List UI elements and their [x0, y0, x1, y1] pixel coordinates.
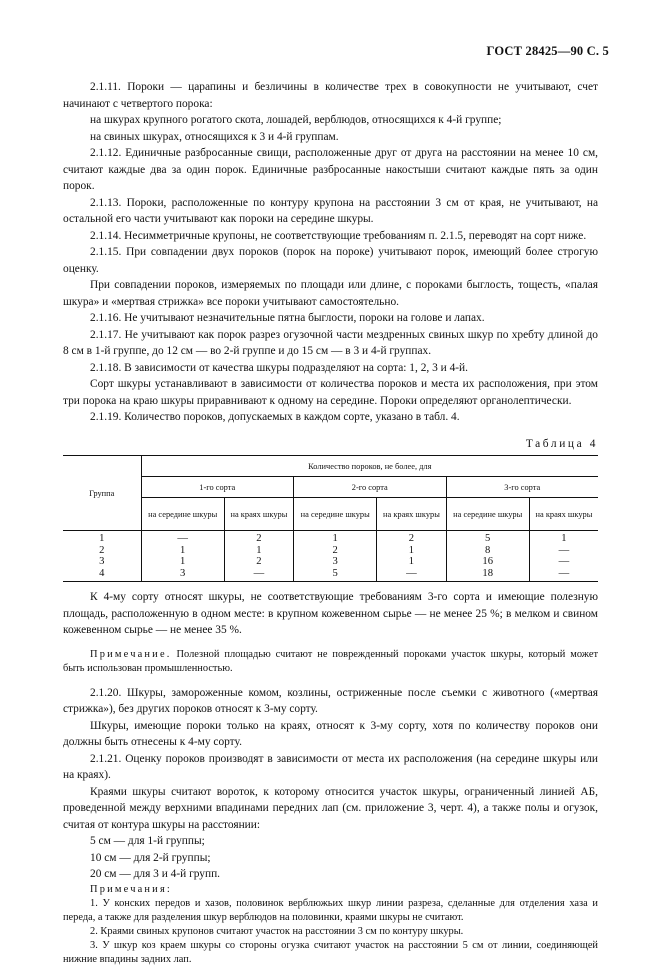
table-header-count: Количество пороков, не более, для — [141, 456, 598, 477]
table-cell: — — [529, 556, 598, 568]
defects-table — [63, 455, 598, 582]
table-cell: 2 — [377, 531, 446, 545]
note-item-3: 3. У шкур коз краем шкуры со стороны огузка считают участок на расстоянии 5 см от линии, соединяющей нижние впадины задних лап. — [63, 939, 598, 965]
table-subheader-middle: на середине шкуры — [294, 498, 377, 531]
table-cell: 1 — [377, 556, 446, 568]
table-header-sort-2: 2-го сорта — [294, 477, 447, 498]
table-caption: Таблица 4 — [525, 437, 598, 450]
table-cell-group: 4 — [63, 568, 141, 582]
table-cell: — — [141, 531, 224, 545]
clause-2-1-16: 2.1.16. Не учитывают незначительные пятна быглости, пороки на голове и лапах. — [90, 312, 485, 324]
clause-2-1-11-item-a: на шкурах крупного рогатого скота, лошадей, верблюдов, относящихся к 4-й группе; — [90, 114, 502, 126]
note-1 — [63, 648, 598, 676]
clause-2-1-20-extra: Шкуры, имеющие пороки только на краях, относят к 3-му сорту, хотя по количеству пороков они должны быть отнесены к 4-му сорту. — [63, 719, 598, 748]
table-cell: 1 — [141, 556, 224, 568]
table-header-sort-3: 3-го сорта — [446, 477, 598, 498]
table-cell: 5 — [446, 531, 529, 545]
clause-2-1-18: 2.1.18. В зависимости от качества шкуры подразделяют на сорта: 1, 2, 3 и 4-й. — [90, 361, 469, 374]
clause-2-1-12: 2.1.12. Единичные разбросанные свищи, расположенные друг от друга на расстоянии на менее 10 см, считают каждые два за один порок. Единичные разбросанные накостыши считают каждые пять за один порок. — [63, 147, 598, 192]
clause-2-1-18-extra: Сорт шкуры устанавливают в зависимости от количества пороков и места их расположения, при этом три порока на краю шкуры приравнивают к одному на середине. Пороки определяют органолептически. — [63, 378, 598, 407]
clause-2-1-21: 2.1.21. Оценку пороков производят в зависимости от места их расположения (на середине шкуры или на краях). — [63, 752, 598, 781]
table-cell: 5 — [294, 568, 377, 582]
table-row — [63, 556, 598, 568]
table-cell: 1 — [529, 531, 598, 545]
distance-item-3: 20 см — для 3 и 4-й групп. — [90, 868, 221, 880]
note-item-1: 1. У конских передов и хазов, половинок верблюжьих шкур линии разреза, сделанные для отделения хаза и переда, а также для разделения шкур верблюдов на половинки, краями шкуры не считают. — [63, 897, 598, 923]
clause-2-1-19: 2.1.19. Количество пороков, допускаемых в каждом сорте, указано в табл. 4. — [90, 411, 460, 423]
table-cell: 2 — [224, 556, 293, 568]
table-header-sort-1: 1-го сорта — [141, 477, 294, 498]
note-1-title: Примечание. — [90, 648, 172, 660]
table-cell: — — [529, 568, 598, 582]
clause-2-1-15: 2.1.15. При совпадении двух пороков (порок на пороке) учитывают порок, имеющий более строгую оценку. — [63, 246, 598, 275]
clause-2-1-13: 2.1.13. Пороки, расположенные по контуру крупона на расстоянии 3 см от края, не учитывают, на остальной его части учитывают как пороки на середине шкуры. — [63, 196, 598, 225]
note-item-2: 2. Краями свиных крупонов считают участок на расстоянии 3 см по контуру шкуры. — [90, 925, 464, 937]
table-subheader-middle: на середине шкуры — [141, 498, 224, 531]
table-subheader-edges: на краях шкуры — [224, 498, 293, 531]
clause-2-1-11: 2.1.11. Пороки — царапины и безличины в количестве трех в совокупности не учитывают, счет начинают с четвертого порока: — [63, 81, 598, 110]
clause-2-1-20: 2.1.20. Шкуры, замороженные комом, козлины, остриженные после съемки с животного («мертвая стрижка»), без других пороков относят к 3-му сорту. — [63, 686, 598, 715]
table-cell: 1 — [294, 531, 377, 545]
table-cell: 3 — [294, 556, 377, 568]
table-cell: — — [224, 568, 293, 582]
document-body — [63, 79, 598, 967]
sort-4-paragraph: К 4-му сорту относят шкуры, не соответствующие требованиям 3-го сорта и имеющие полезную площадь, расположенную в одном месте: в крупном кожевенном сырье — не менее 25 %; в мелком и свином кожевенном сырье — не менее 35 %. — [63, 591, 598, 636]
distance-item-1: 5 см — для 1-й группы; — [90, 835, 205, 847]
table-cell: 16 — [446, 556, 529, 568]
table-cell: 1 — [377, 545, 446, 557]
table-header-group: Группа — [63, 456, 141, 531]
table-cell: 8 — [446, 545, 529, 557]
table-cell: 3 — [141, 568, 224, 582]
table-row — [63, 545, 598, 557]
distance-item-2: 10 см — для 2-й группы; — [90, 851, 211, 864]
note-1-text: Полезной площадью считают не поврежденный пороками участок шкуры, который может быть использован промышленностью. — [63, 648, 598, 674]
table-cell: 2 — [224, 531, 293, 545]
notes-title: Примечания: — [90, 883, 173, 895]
table-cell-group: 3 — [99, 556, 105, 567]
table-row — [63, 568, 598, 582]
table-cell: — — [377, 568, 446, 582]
clause-2-1-17: 2.1.17. Не учитывают как порок разрез огузочной части мездренных свиных шкур по хребту длиной до 8 см в 1-й группе, до 12 см — во 2-й группе и до 15 см — в 3 и 4-й группах. — [63, 328, 598, 357]
table-subheader-middle: на середине шкуры — [446, 498, 529, 531]
clause-2-1-21-extra: Краями шкуры считают вороток, к которому относится участок шкуры, ограниченный линией АБ, проведенной между верхними впадинами передних лап (см. приложение 3, черт. 4), а также полы и огузок, считая от контура шкуры на расстоянии: — [63, 785, 598, 831]
table-row — [63, 531, 598, 545]
clause-2-1-11-item-b: на свиных шкурах, относящихся к 3 и 4-й группам. — [90, 130, 339, 143]
table-cell: 1 — [141, 545, 224, 557]
clause-2-1-15-extra: При совпадении пороков, измеряемых по площади или длине, с пороками быглость, тощесть, «палая шкура» и «мертвая стрижка» все пороки учитывают самостоятельно. — [63, 279, 598, 308]
table-cell: 1 — [224, 545, 293, 557]
table-subheader-edges: на краях шкуры — [377, 498, 446, 531]
clause-2-1-14: 2.1.14. Несимметричные крупоны, не соответствующие требованиям п. 2.1.5, переводят на сорт ниже. — [90, 229, 587, 242]
table-cell-group: 2 — [99, 544, 105, 556]
table-cell: 18 — [446, 568, 529, 582]
table-cell: 2 — [294, 545, 377, 557]
table-cell-group: 1 — [63, 531, 141, 545]
table-subheader-edges: на краях шкуры — [529, 498, 598, 531]
table-cell: — — [529, 545, 598, 557]
page-header: ГОСТ 28425—90 С. 5 — [486, 44, 609, 58]
